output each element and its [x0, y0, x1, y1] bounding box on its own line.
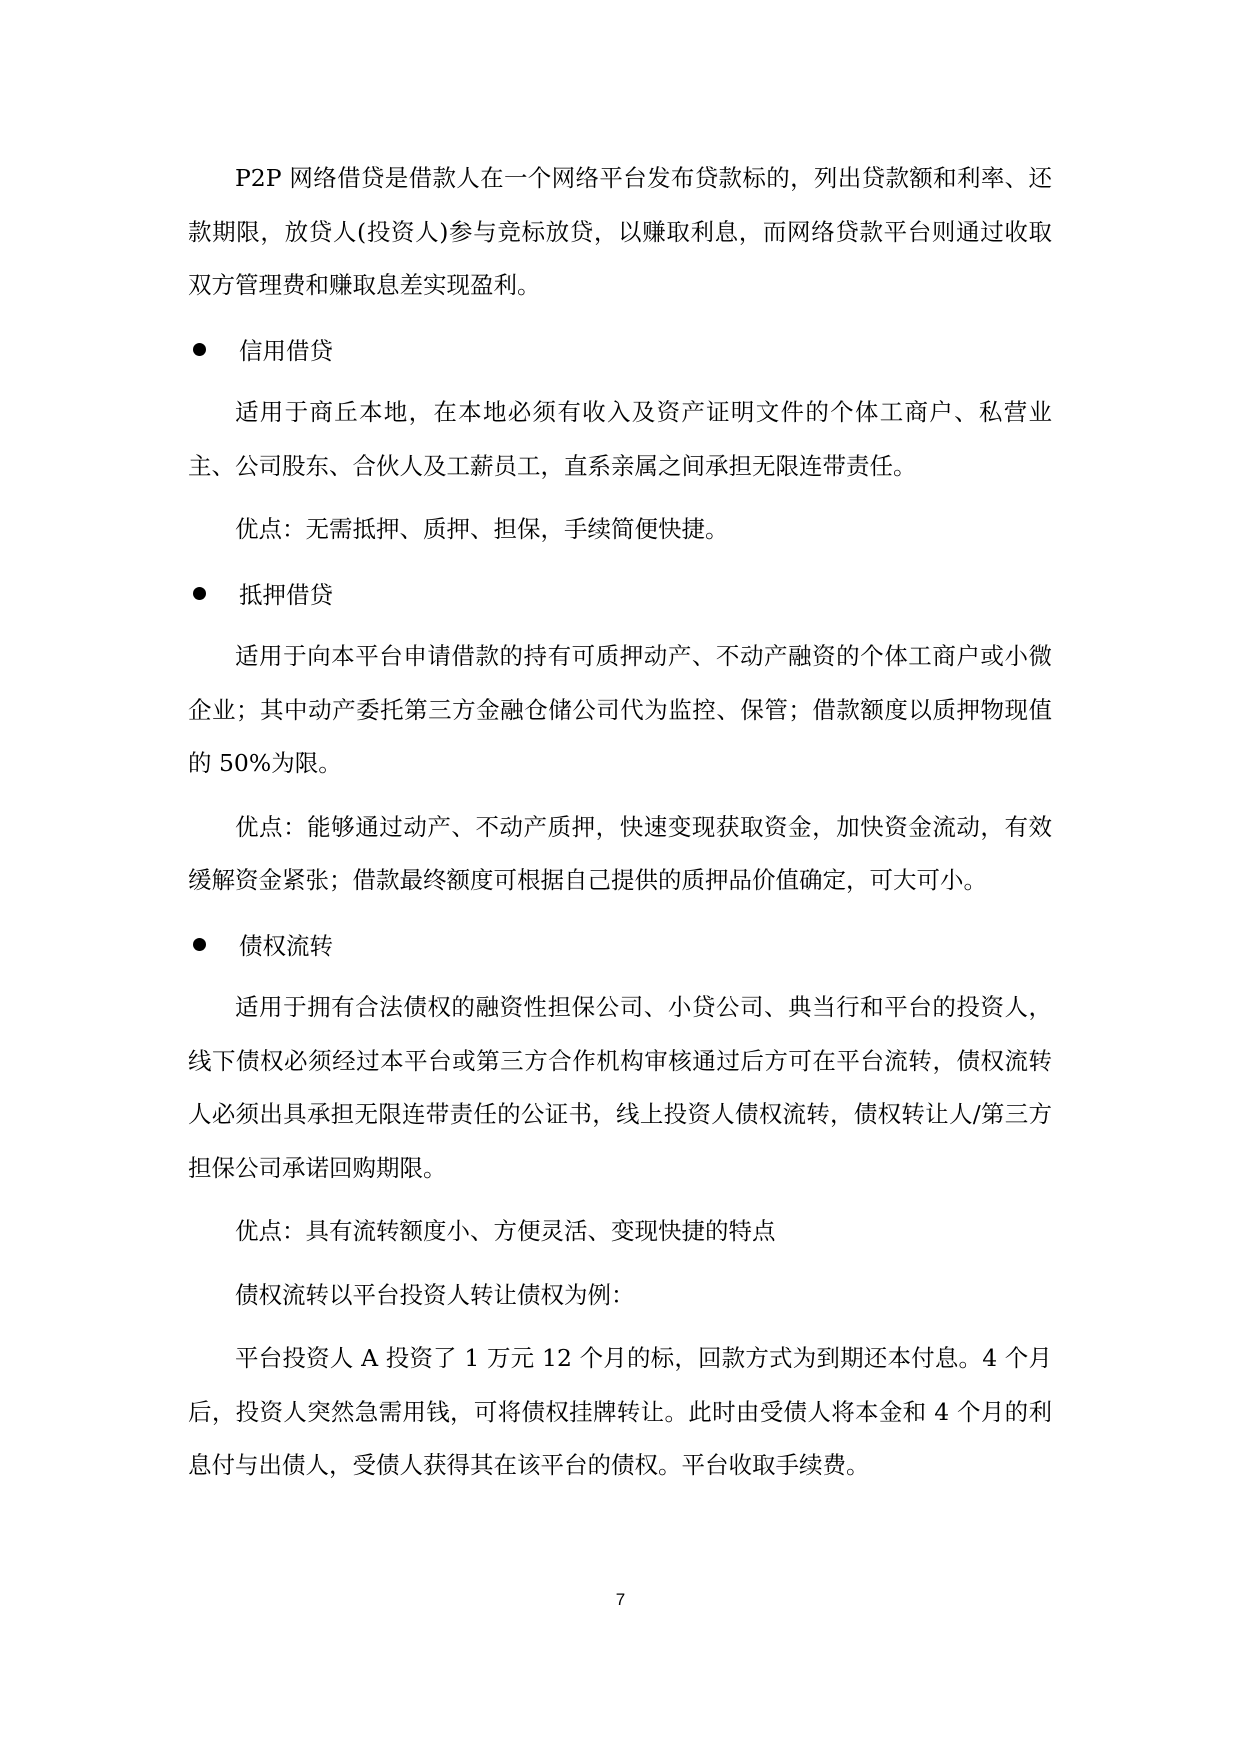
paragraph: 债权流转以平台投资人转让债权为例： — [235, 1280, 635, 1309]
paragraph: 优点：无需抵押、质押、担保，手续简便快捷。 — [235, 515, 729, 543]
paragraph: 平台投资人 A 投资了 1 万元 12 个月的标，回款方式为到期还本付息。4 个月后，投资人突然急需用钱，可将债权挂牌转让。此时由受债人将本金和 4 个月的利息付与出债人，受债人获得其在该平台的债权。平台收取手续费。 — [188, 1344, 1052, 1479]
bullet-icon — [193, 938, 206, 951]
bullet-icon — [193, 587, 206, 600]
paragraph: 适用于向本平台申请借款的持有可质押动产、不动产融资的个体工商户或小微企业；其中动产委托第三方金融仓储公司代为监控、保管；借款额度以质押物现值的 50%为限。 — [188, 642, 1052, 777]
bullet-icon — [193, 343, 206, 356]
paragraph: 适用于拥有合法债权的融资性担保公司、小贷公司、典当行和平台的投资人，线下债权必须经过本平台或第三方合作机构审核通过后方可在平台流转，债权流转人必须出具承担无限连带责任的公证书，线上投资人债权流转，债权转让人/第三方担保公司承诺回购期限。 — [188, 993, 1052, 1182]
section-heading-text: 债权流转 — [239, 932, 333, 961]
section-heading-text: 信用借贷 — [239, 337, 333, 366]
paragraph: 适用于商丘本地，在本地必须有收入及资产证明文件的个体工商户、私营业主、公司股东、合伙人及工薪员工，直系亲属之间承担无限连带责任。 — [188, 398, 1052, 480]
section-heading-debt-transfer — [188, 918, 1052, 972]
page-number: 7 — [615, 1590, 626, 1609]
document-page — [188, 152, 1052, 1503]
intro-paragraph: P2P 网络借贷是借款人在一个网络平台发布贷款标的，列出贷款额和利率、还款期限，放贷人(投资人)参与竞标放贷，以赚取利息，而网络贷款平台则通过收取双方管理费和赚取息差实现盈利。 — [188, 164, 1052, 299]
paragraph: 优点：具有流转额度小、方便灵活、变现快捷的特点 — [235, 1217, 776, 1245]
section-heading-credit-loan — [188, 323, 1052, 377]
section-heading-mortgage-loan — [188, 567, 1052, 621]
paragraph: 优点：能够通过动产、不动产质押，快速变现获取资金，加快资金流动，有效缓解资金紧张；借款最终额度可根据自己提供的质押品价值确定，可大可小。 — [188, 812, 1052, 894]
section-heading-text: 抵押借贷 — [239, 581, 333, 610]
